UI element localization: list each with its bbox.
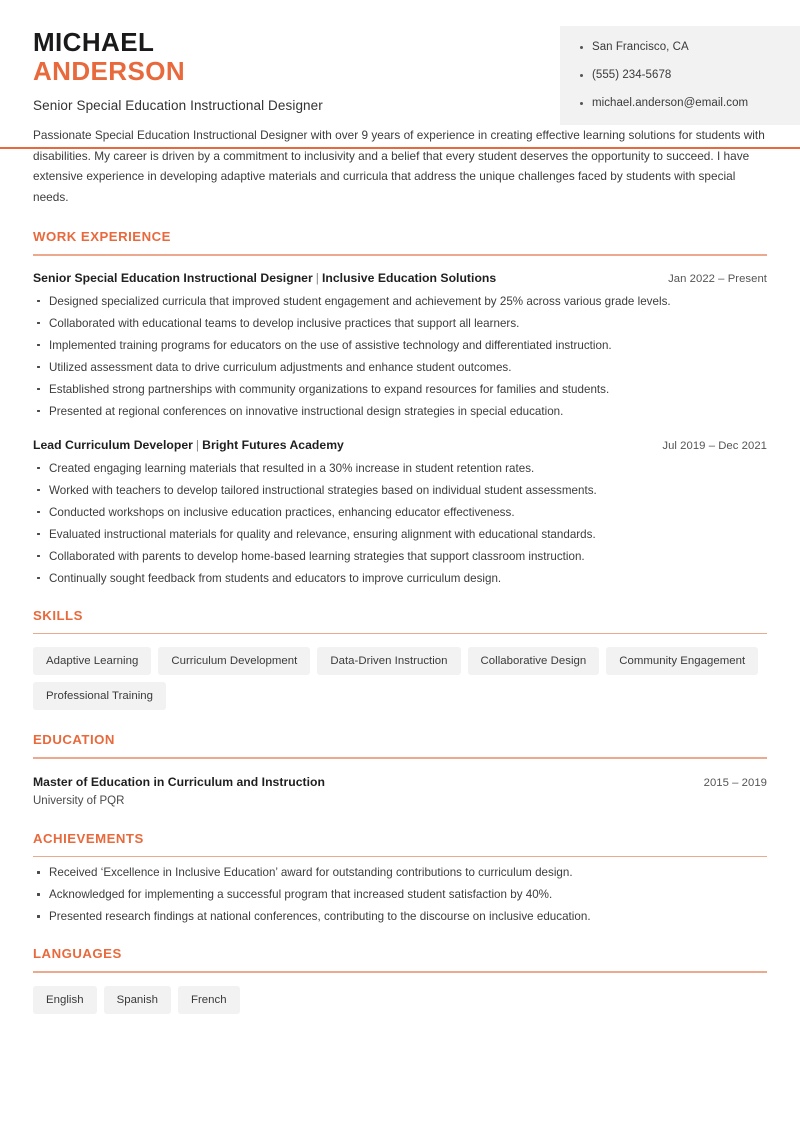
experience-company: Inclusive Education Solutions: [321, 270, 497, 285]
headline-job-title: Senior Special Education Instructional Designer: [33, 98, 323, 113]
section-divider: [33, 856, 767, 858]
section-languages: [33, 946, 767, 1014]
header-divider: [0, 147, 800, 149]
section-title-languages: LANGUAGES: [33, 946, 122, 961]
section-title-skills: SKILLS: [33, 607, 83, 623]
experience-bullet-list: [33, 461, 767, 586]
list-item: Acknowledged for implementing a successful program that increased student satisfaction by 40%.: [33, 887, 767, 902]
skill-chip: Community Engagement: [606, 647, 758, 675]
section-work-experience: [33, 229, 767, 586]
education-school: University of PQR: [33, 794, 125, 807]
section-achievements: [33, 831, 767, 925]
language-chip: Spanish: [104, 986, 171, 1014]
contact-location: San Francisco, CA: [578, 40, 784, 55]
list-item: Evaluated instructional materials for quality and relevance, ensuring alignment with educational standards.: [33, 527, 767, 542]
list-item: Received ‘Excellence in Inclusive Education’ award for outstanding contributions to curriculum design.: [33, 865, 767, 880]
section-title-education: EDUCATION: [33, 732, 115, 747]
experience-role: Lead Curriculum Developer: [33, 437, 193, 452]
section-education: [33, 732, 767, 809]
list-item: Presented research findings at national conferences, contributing to the discourse on inclusive education.: [33, 909, 767, 924]
experience-date: Jul 2019 – Dec 2021: [662, 439, 767, 452]
section-title-achievements: ACHIEVEMENTS: [33, 830, 144, 846]
languages-chip-list: [33, 986, 767, 1014]
experience-role: Senior Special Education Instructional Designer: [33, 270, 313, 285]
list-item: Collaborated with parents to develop home-based learning strategies that support classroom instruction.: [33, 549, 767, 564]
list-item: Established strong partnerships with community organizations to expand resources for families and students.: [33, 382, 767, 397]
first-name: MICHAEL: [33, 27, 155, 57]
title-separator: |: [195, 437, 200, 452]
education-entry: [33, 774, 767, 809]
experience-entry: [33, 270, 767, 419]
skill-chip: Data-Driven Instruction: [317, 647, 460, 675]
list-item: Conducted workshops on inclusive education practices, enhancing educator effectiveness.: [33, 505, 767, 520]
experience-title-line: [33, 270, 496, 286]
contact-panel: [560, 26, 800, 125]
identity-block: [0, 26, 323, 114]
education-date: 2015 – 2019: [703, 776, 767, 789]
experience-title-line: [33, 437, 344, 453]
language-chip: English: [33, 986, 97, 1014]
section-divider: [33, 633, 767, 635]
achievements-list: [33, 865, 767, 924]
education-degree: Master of Education in Curriculum and Instruction: [33, 774, 325, 789]
language-chip: French: [178, 986, 240, 1014]
section-divider: [33, 757, 767, 759]
skill-chip: Collaborative Design: [468, 647, 600, 675]
section-divider: [33, 971, 767, 973]
list-item: Utilized assessment data to drive curriculum adjustments and enhance student outcomes.: [33, 360, 767, 375]
list-item: Collaborated with educational teams to develop inclusive practices that support all learners.: [33, 316, 767, 331]
section-title-work-experience: WORK EXPERIENCE: [33, 229, 171, 244]
list-item: Created engaging learning materials that resulted in a 30% increase in student retention rates.: [33, 461, 767, 476]
skill-chip: Professional Training: [33, 682, 166, 710]
resume-body: [0, 125, 800, 1014]
experience-bullet-list: [33, 294, 767, 419]
resume-header: [0, 0, 800, 113]
experience-date: Jan 2022 – Present: [668, 272, 767, 285]
section-skills: [33, 608, 767, 711]
list-item: Designed specialized curricula that improved student engagement and achievement by 25% across various grade levels.: [33, 294, 767, 309]
experience-company: Bright Futures Academy: [202, 437, 344, 452]
list-item: Implemented training programs for educators on the use of assistive technology and differentiated instruction.: [33, 338, 767, 353]
list-item: Continually sought feedback from students and educators to improve curriculum design.: [33, 571, 767, 586]
skills-chip-list: [33, 647, 767, 710]
section-divider: [33, 254, 767, 256]
list-item: Worked with teachers to develop tailored instructional strategies based on individual student assessments.: [33, 483, 767, 498]
last-name: ANDERSON: [33, 56, 185, 86]
list-item: Presented at regional conferences on innovative instructional design strategies in special education.: [33, 404, 767, 419]
skill-chip: Curriculum Development: [158, 647, 310, 675]
contact-email[interactable]: michael.anderson@email.com: [578, 96, 784, 111]
experience-entry: [33, 437, 767, 586]
professional-summary: Passionate Special Education Instructional Designer with over 9 years of experience in creating effective learning solutions for students with disabilities. My career is driven by a commitment to inclusivity and a belief that every student deserves the opportunity to succeed. I have extensive experience in developing adaptive materials and curricula that address the unique challenges faced by students with special needs.: [33, 128, 765, 204]
title-separator: |: [315, 270, 319, 285]
contact-phone: (555) 234-5678: [578, 68, 784, 83]
skill-chip: Adaptive Learning: [33, 647, 151, 675]
